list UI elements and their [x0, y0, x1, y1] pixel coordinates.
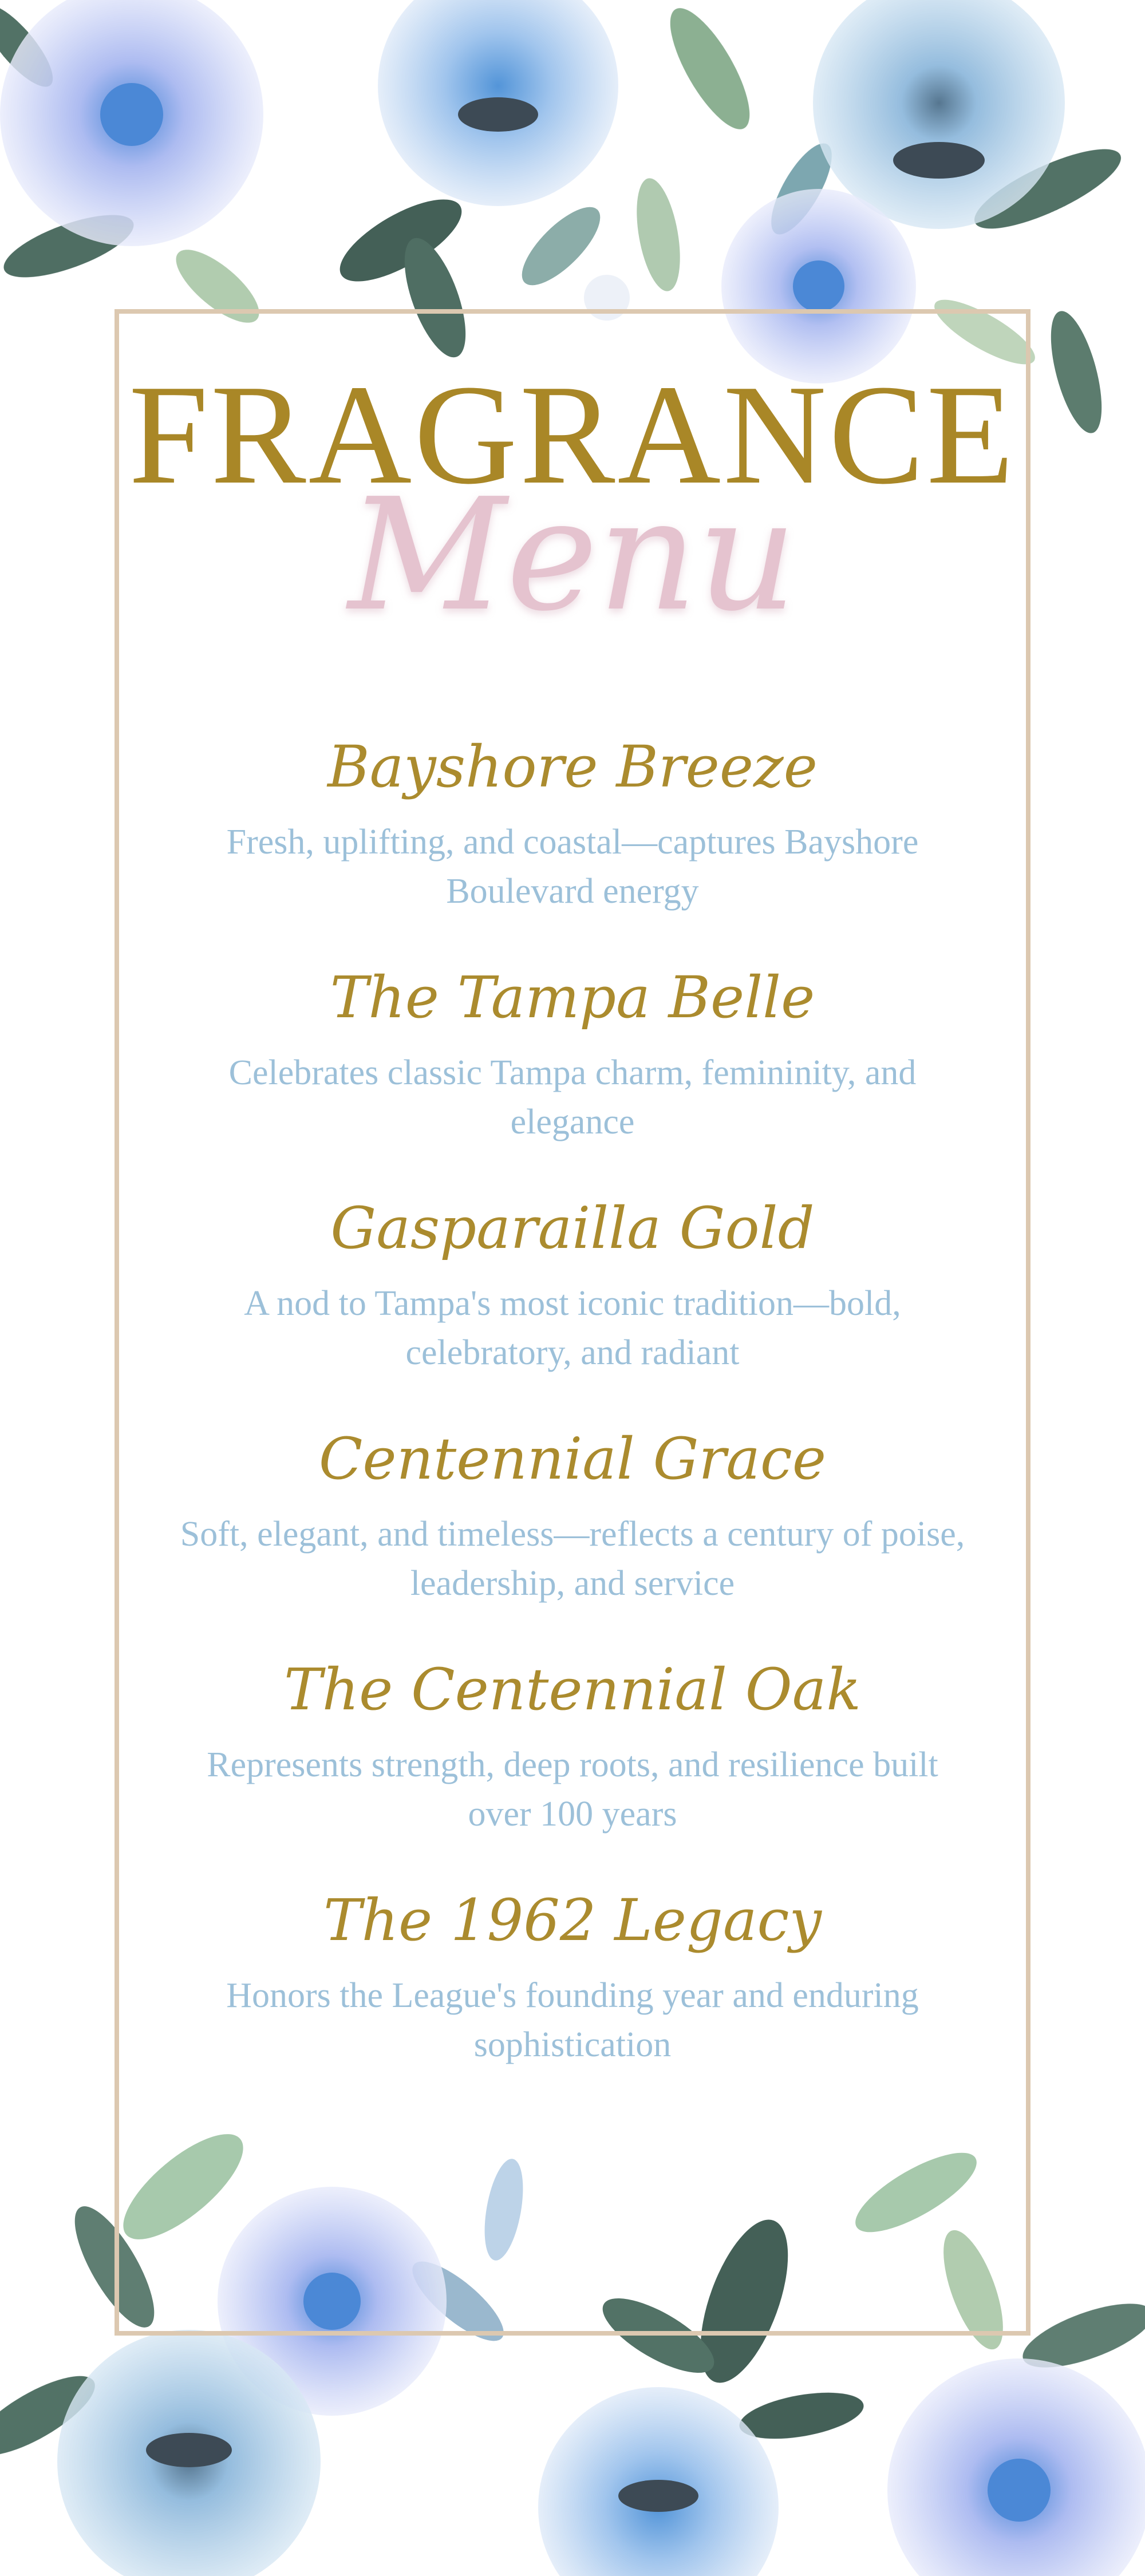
fragrance-name: Centennial Grace	[318, 1425, 827, 1492]
fragrance-item	[172, 1419, 973, 1650]
fragrance-description: Represents strength, deep roots, and resilience built over 100 years	[207, 1745, 938, 1834]
fragrance-description: Honors the League's founding year and enduring sophistication	[226, 1976, 919, 2064]
fragrance-name: The Tampa Belle	[330, 964, 815, 1031]
fragrance-item	[172, 727, 973, 958]
fragrance-description: Fresh, uplifting, and coastal—captures Bayshore Boulevard energy	[226, 823, 919, 911]
fragrance-description: Soft, elegant, and timeless—reflects a century of poise, leadership, and service	[180, 1515, 965, 1603]
fragrance-item	[172, 958, 973, 1188]
fragrance-name: The Centennial Oak	[284, 1656, 861, 1723]
menu-subtitle: Menu	[348, 465, 797, 645]
menu-title: FRAGRANCE	[128, 355, 1017, 514]
fragrance-item	[172, 1650, 973, 1880]
fragrance-item	[172, 1880, 973, 2111]
fragrance-description: Celebrates classic Tampa charm, femininity, and elegance	[228, 1053, 917, 1141]
fragrance-name: The 1962 Legacy	[323, 1887, 822, 1954]
fragrance-description: A nod to Tampa's most iconic tradition—bold, celebratory, and radiant	[244, 1284, 901, 1372]
fragrance-item	[172, 1188, 973, 1419]
fragrance-list	[172, 727, 973, 2111]
fragrance-name: Bayshore Breeze	[327, 733, 818, 800]
fragrance-name: Gasparailla Gold	[330, 1195, 815, 1262]
